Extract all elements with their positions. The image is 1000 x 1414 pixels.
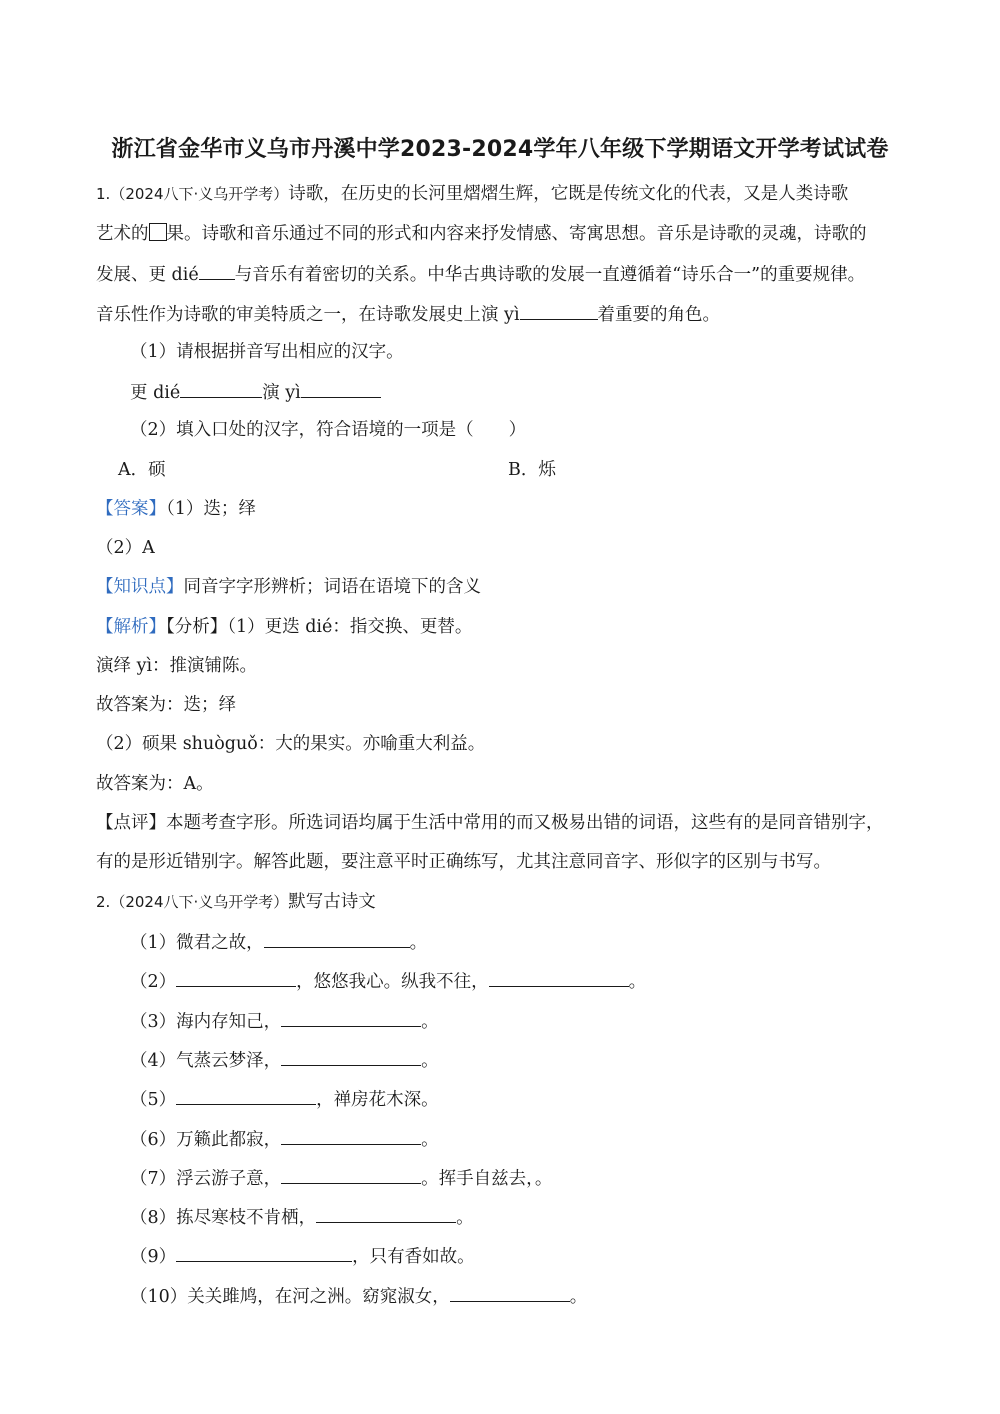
q2-item-text: （6）万籁此都寂， bbox=[130, 1130, 282, 1150]
q2-item-4 bbox=[130, 1047, 439, 1073]
knowledge-point-text: 同音字字形辨析；词语在语境下的含义 bbox=[183, 577, 481, 597]
q2-item-text: （1）微君之故， bbox=[130, 933, 264, 953]
answer-blank[interactable] bbox=[180, 379, 262, 398]
q1-passage-3a: 发展、更 dié bbox=[96, 265, 199, 285]
q2-item-text: ，禅房花木深。 bbox=[316, 1090, 439, 1110]
q2-item-text: （9） bbox=[130, 1247, 177, 1267]
q2-item-text: 。 bbox=[421, 1012, 439, 1032]
q2-item-10 bbox=[130, 1283, 587, 1309]
q2-item-text: 。 bbox=[421, 1051, 439, 1071]
q2-item-9 bbox=[130, 1243, 475, 1269]
q2-item-text: （5） bbox=[130, 1090, 177, 1110]
q2-item-text: 。 bbox=[569, 1287, 588, 1307]
answer-blank[interactable] bbox=[281, 1126, 421, 1145]
q2-item-3 bbox=[130, 1008, 439, 1034]
answer-blank[interactable] bbox=[281, 1165, 421, 1184]
page-title: 浙江省金华市义乌市丹溪中学2023-2024学年八年级下学期语文开学考试试卷 bbox=[111, 137, 889, 162]
q2-item-8 bbox=[130, 1204, 474, 1230]
q1-line-3 bbox=[96, 261, 865, 287]
q2-number: 2. bbox=[96, 893, 111, 911]
answer-line-2: （2）A bbox=[96, 538, 155, 558]
answer-blank[interactable] bbox=[489, 968, 629, 987]
knowledge-point-line bbox=[96, 575, 481, 599]
q2-item-1 bbox=[130, 929, 427, 955]
analysis-line-3: 故答案为：迭；绎 bbox=[96, 695, 236, 715]
q2-item-text: （2） bbox=[130, 972, 177, 992]
q2-item-text: 。 bbox=[628, 972, 647, 992]
q1-number: 1. bbox=[96, 185, 111, 203]
q1-line-4 bbox=[96, 301, 720, 327]
q1-line-1 bbox=[96, 182, 848, 206]
answer-blank[interactable] bbox=[176, 1243, 352, 1262]
q1-passage-4b: 着重要的角色。 bbox=[597, 305, 721, 325]
answer-blank[interactable] bbox=[301, 379, 381, 398]
q1-source: （2024八下·义乌开学考） bbox=[110, 185, 289, 203]
q1-sub2: （2）填入口处的汉字，符合语境的一项是（ ） bbox=[130, 420, 527, 440]
analysis-line-2: 演绎 yì：推演铺陈。 bbox=[96, 656, 258, 676]
q1-sub1: （1）请根据拼音写出相应的汉字。 bbox=[130, 342, 404, 362]
analysis-tag: 【解析】 bbox=[96, 617, 166, 637]
q1-passage-3b: 与音乐有着密切的关系。中华古典诗歌的发展一直遵循着“诗乐合一”的重要规律。 bbox=[234, 265, 866, 285]
answer-blank[interactable] bbox=[199, 261, 235, 280]
q2-prompt: 默写古诗文 bbox=[288, 892, 376, 912]
q2-item-text: （10）关关雎鸠，在河之洲。窈窕淑女， bbox=[130, 1287, 450, 1307]
answer-blank[interactable] bbox=[281, 1047, 421, 1066]
q2-header bbox=[96, 890, 376, 914]
q1-passage-2a: 艺术的 bbox=[96, 224, 149, 244]
answer-blank[interactable] bbox=[176, 1086, 316, 1105]
answer-tag: 【答案】 bbox=[96, 499, 166, 519]
q2-item-text: （8）拣尽寒枝不肯栖， bbox=[130, 1208, 317, 1228]
q2-item-text: 。挥手自兹去，。 bbox=[421, 1169, 553, 1189]
knowledge-point-tag: 【知识点】 bbox=[96, 577, 184, 597]
q2-item-2 bbox=[130, 968, 646, 994]
q2-item-text: ，只有香如故。 bbox=[352, 1247, 475, 1267]
q2-item-6 bbox=[130, 1126, 439, 1152]
q1-sub1-b-label: 演 yì bbox=[262, 383, 301, 403]
answer-blank[interactable] bbox=[450, 1283, 570, 1302]
q2-item-7 bbox=[130, 1165, 552, 1191]
analysis-text-1: 【分析】（1）更迭 dié：指交换、更替。 bbox=[166, 617, 473, 637]
q2-item-text: ，悠悠我心。纵我不往， bbox=[296, 972, 489, 992]
analysis-line-5: 故答案为：A。 bbox=[96, 774, 214, 794]
comment-line-2: 有的是形近错别字。解答此题，要注意平时正确练写，尤其注意同音字、形似字的区别与书写。 bbox=[96, 852, 831, 872]
answer-text-1: （1）迭；绎 bbox=[166, 499, 256, 519]
q2-item-text: 。 bbox=[421, 1130, 439, 1150]
q2-item-5 bbox=[130, 1086, 439, 1112]
q1-passage-1: 诗歌，在历史的长河里熠熠生辉，它既是传统文化的代表，又是人类诗歌 bbox=[288, 184, 849, 204]
q2-source: （2024八下·义乌开学考） bbox=[110, 893, 289, 911]
q1-passage-4a: 音乐性作为诗歌的审美特质之一，在诗歌发展史上演 yì bbox=[96, 305, 520, 325]
analysis-line-4: （2）硕果 shuòguǒ：大的果实。亦喻重大利益。 bbox=[96, 734, 486, 754]
q2-item-text: （3）海内存知己， bbox=[130, 1012, 282, 1032]
comment-line-1: 【点评】本题考查字形。所选词语均属于生活中常用的而又极易出错的词语，这些有的是同音错别字， bbox=[96, 813, 884, 833]
fill-box bbox=[149, 223, 167, 241]
answer-blank[interactable] bbox=[264, 929, 410, 948]
q1-sub1-a-label: 更 dié bbox=[130, 383, 181, 403]
answer-blank[interactable] bbox=[176, 968, 296, 987]
answer-line-1 bbox=[96, 497, 256, 521]
answer-blank[interactable] bbox=[316, 1204, 456, 1223]
q1-sub1-blanks bbox=[130, 379, 381, 405]
q1-passage-2b: 果。诗歌和音乐通过不同的形式和内容来抒发情感、寄寓思想。音乐是诗歌的灵魂，诗歌的 bbox=[166, 224, 867, 244]
answer-blank[interactable] bbox=[520, 301, 598, 320]
q1-option-b[interactable]: B．烁 bbox=[508, 460, 556, 480]
q1-option-a[interactable]: A．硕 bbox=[118, 460, 166, 480]
q2-item-text: 。 bbox=[409, 933, 428, 953]
q2-item-text: （7）浮云游子意， bbox=[130, 1169, 282, 1189]
q1-line-2 bbox=[96, 222, 867, 246]
analysis-line-1 bbox=[96, 615, 472, 639]
q2-item-text: （4）气蒸云梦泽， bbox=[130, 1051, 282, 1071]
answer-blank[interactable] bbox=[281, 1008, 421, 1027]
q2-item-text: 。 bbox=[456, 1208, 474, 1228]
